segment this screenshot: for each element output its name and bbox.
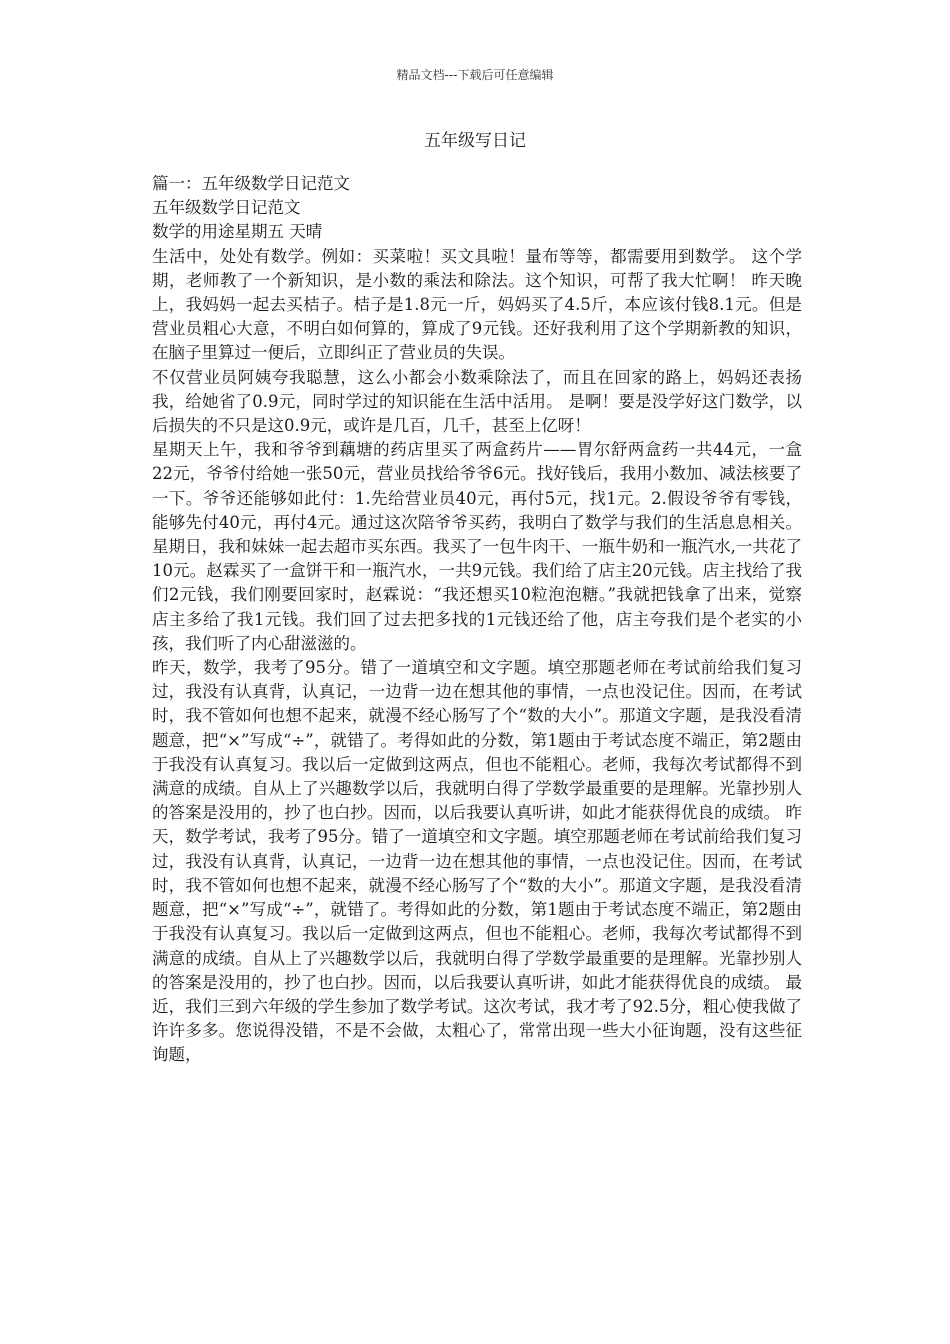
paragraph: 星期天上午，我和爷爷到藕塘的药店里买了两盒药片——胃尔舒两盒药一共44元，一盒22元，爷爷付给她一张50元，营业员找给爷爷6元。找好钱后，我用小数加、减法核要了一下。爷爷还能够如此付：1.先给营业员40元，再付5元，找1元。2.假设爷爷有零钱，能够先付40元，再付4元。通过这次陪爷爷买药，我明白了数学与我们的生活息息相关。 星期日，我和妹妹一起去超市买东西。我买了一包牛肉干、一瓶牛奶和一瓶汽水,一共花了10元。赵霖买了一盒饼干和一瓶汽水，一共9元钱。我们给了店主20元钱。店主找给了我们2元钱，我们刚要回家时，赵霖说：“我还想买10粒泡泡糖。”我就把钱拿了出来，觉察店主多给了我1元钱。我们回了过去把多找的1元钱还给了他，店主夸我们是个老实的小孩，我们听了内心甜滋滋的。 xyxy=(152,440,802,653)
paragraph: 不仅营业员阿姨夸我聪慧，这么小都会小数乘除法了，而且在回家的路上，妈妈还表扬我，给她省了0.9元，同时学过的知识能在生活中活用。 是啊！要是没学好这门数学，以后损失的不只是这0.9元，或许是几百，几千，甚至上亿呀！ xyxy=(152,367,802,436)
paragraph: 生活中，处处有数学。例如：买菜啦！买文具啦！量布等等，都需要用到数学。 这个学期，老师教了一个新知识，是小数的乘法和除法。这个知识，可帮了我大忙啊！ 昨天晚上，我妈妈一起去买桔子。桔子是1.8元一斤，妈妈买了4.5斤，本应该付钱8.1元。但是营业员粗心大意，不明白如何算的，算成了9元钱。还好我利用了这个学期新教的知识，在脑子里算过一便后，立即纠正了营业员的失误。 xyxy=(152,246,802,363)
document-body xyxy=(152,172,802,1068)
page-header: 精品文档---下载后可任意编辑 xyxy=(396,68,554,82)
paragraph: 昨天，数学，我考了95分。错了一道填空和文字题。填空那题老师在考试前给我们复习过，我没有认真背，认真记，一边背一边在想其他的事情，一点也没记住。因而，在考试时，我不管如何也想不起来，就漫不经心肠写了个“数的大小”。那道文字题，是我没看清题意，把“×”写成“÷”，就错了。考得如此的分数，第1题由于考试态度不端正，第2题由于我没有认真复习。我以后一定做到这两点，但也不能粗心。老师，我每次考试都得不到满意的成绩。自从上了兴趣数学以后，我就明白得了学数学最重要的是理解。光靠抄别人的答案是没用的，抄了也白抄。因而，以后我要认真听讲，如此才能获得优良的成绩。 昨天，数学考试，我考了95分。错了一道填空和文字题。填空那题老师在考试前给我们复习过，我没有认真背，认真记，一边背一边在想其他的事情，一点也没记住。因而，在考试时，我不管如何也想不起来，就漫不经心肠写了个“数的大小”。那道文字题，是我没看清题意，把“×”写成“÷”，就错了。考得如此的分数，第1题由于考试态度不端正，第2题由于我没有认真复习。我以后一定做到这两点，但也不能粗心。老师，我每次考试都得不到满意的成绩。自从上了兴趣数学以后，我就明白得了学数学最重要的是理解。光靠抄别人的答案是没用的，抄了也白抄。因而，以后我要认真听讲，如此才能获得优良的成绩。 最近，我们三到六年级的学生参加了数学考试。这次考试，我才考了92.5分，粗心使我做了许许多多。您说得没错，不是不会做，太粗心了，常常出现一些大小征询题，没有这些征询题， xyxy=(152,658,802,1065)
document-title: 五年级写日记 xyxy=(424,131,526,151)
heading-line: 五年级数学日记范文 xyxy=(152,198,301,218)
heading-line: 数学的用途星期五 天晴 xyxy=(152,222,323,242)
heading-line: 篇一：五年级数学日记范文 xyxy=(152,174,350,193)
